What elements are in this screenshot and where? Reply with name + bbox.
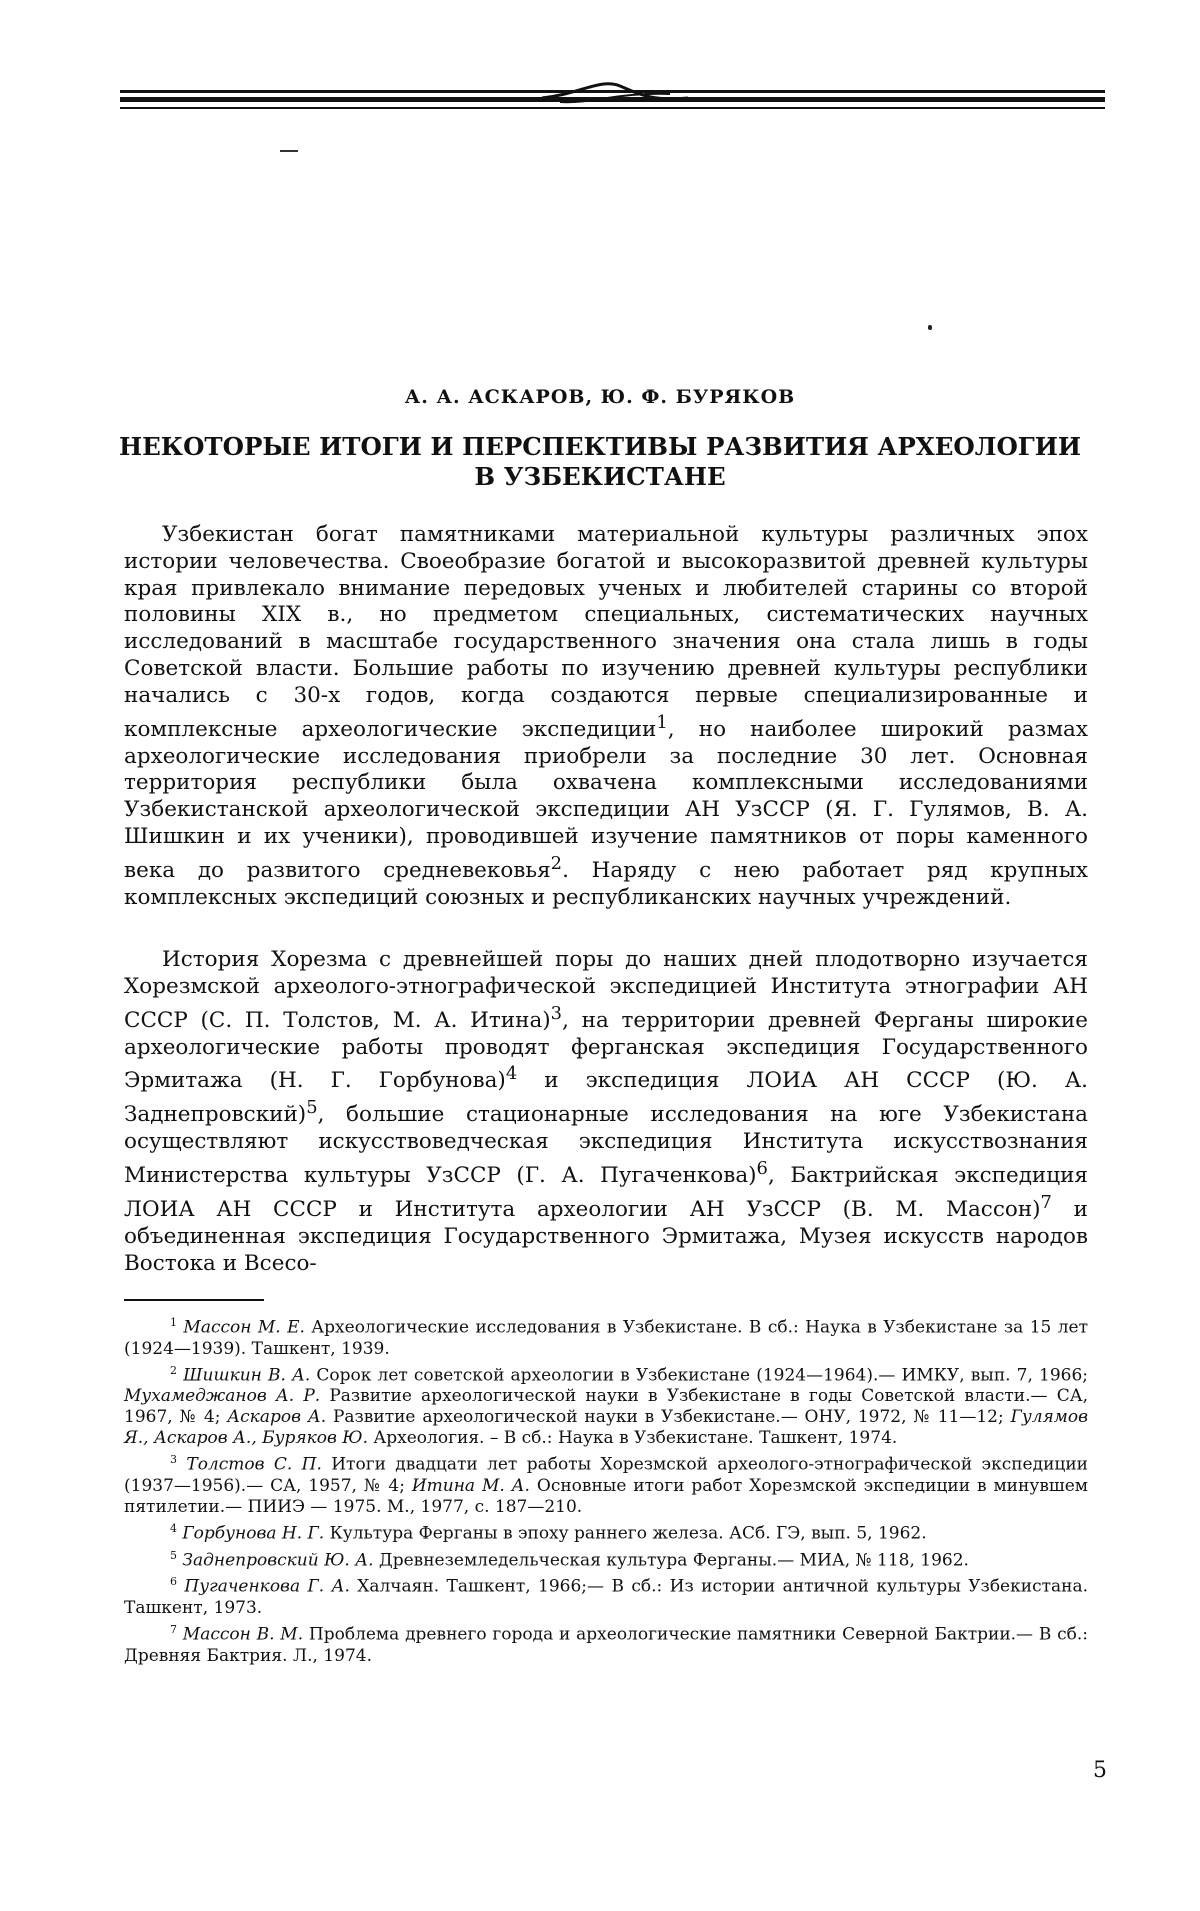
footnote-author: Пугаченкова Г. А. bbox=[184, 1576, 350, 1597]
paragraph-text: Узбекистан богат памятниками материальной культуры различных эпох истории человечества. Своеобразие богатой и высокоразвитой древней культуры края привлекало внимание передовых ученых и любителей старины со второй половины XIX в., но предметом специальных, систематических научных исследований в масштабе государственного значения она стала лишь в годы Советской власти. Большие работы по изучению древней культуры республики начались с 30-х годов, когда создаются первые специализированные и комплексные археологические экспедиции bbox=[124, 522, 1088, 742]
body-paragraph bbox=[124, 947, 1088, 1278]
body-paragraph bbox=[124, 522, 1088, 911]
footnotes bbox=[124, 1312, 1088, 1667]
footnote-number: 2 bbox=[170, 1363, 177, 1377]
footnote-number: 4 bbox=[170, 1521, 177, 1535]
footnote-author: Толстов С. П. bbox=[186, 1454, 322, 1475]
decorative-dot bbox=[928, 325, 932, 330]
footnote-author: Массон В. М. bbox=[182, 1624, 304, 1645]
footnote-text: Развитие археологической науки в Узбекистане в годы Советской власти.— СА, 1967, № 4; bbox=[124, 1386, 1088, 1428]
footnote-text: Сорок лет советской археологии в Узбекистане (1924—1964).— ИМКУ, вып. 7, 1966; bbox=[310, 1365, 1089, 1386]
paragraph-text: , большие стационарные исследования на юге Узбекистана осуществляют искусствоведческая экспедиция Института искусствознания Министерства культуры УзССР (Г. А. Пугаченкова) bbox=[124, 1102, 1088, 1189]
decorative-dash bbox=[280, 150, 298, 152]
footnote-text: Халчаян. Ташкент, 1966;— В сб.: Из истории античной культуры Узбекистана. Ташкент, 1973. bbox=[124, 1576, 1088, 1618]
footnote-text: Древнеземледельческая культура Ферганы.— МИА, № 118, 1962. bbox=[373, 1550, 969, 1571]
footnote-text: Археология. – В сб.: Наука в Узбекистане. Ташкент, 1974. bbox=[368, 1428, 898, 1449]
footnote bbox=[124, 1360, 1088, 1450]
footnote bbox=[124, 1619, 1088, 1667]
header-ornament-icon bbox=[540, 72, 690, 122]
paragraph-text: История Хорезма с древнейшей поры до наших дней плодотворно изучается Хорезмской археолого-этнографической экспедицией Института этнографии АН СССР (С. П. Толстов, М. А. Итина) bbox=[124, 947, 1088, 1033]
footnote-author: Мухамеджанов А. Р. bbox=[124, 1386, 321, 1407]
title-line: НЕКОТОРЫЕ ИТОГИ И ПЕРСПЕКТИВЫ РАЗВИТИЯ АРХЕОЛОГИИ bbox=[118, 432, 1081, 461]
footnote-ref[interactable]: 4 bbox=[505, 1063, 518, 1085]
footnote-text: Итоги двадцати лет работы Хорезмской археолого-этнографической экспедиции (1937—1956).— СА, 1957, № 4; bbox=[124, 1454, 1088, 1496]
paragraph-text: . Наряду с нею работает ряд крупных комплексных экспедиций союзных и республиканских научных учреждений. bbox=[124, 857, 1088, 910]
paragraph-text: , Бактрийская экспедиция ЛОИА АН СССР и Института археологии АН УзССР (В. М. Массон) bbox=[124, 1163, 1088, 1223]
footnote-author: Заднепровский Ю. А. bbox=[182, 1550, 374, 1571]
footnote-separator bbox=[124, 1299, 264, 1301]
footnote-text: Археологические исследования в Узбекистане. В сб.: Наука в Узбекистане за 15 лет (1924—1939). Ташкент, 1939. bbox=[124, 1317, 1089, 1359]
footnote-author: Горбунова Н. Г. bbox=[182, 1523, 325, 1544]
footnote bbox=[124, 1545, 1088, 1572]
footnote-number: 1 bbox=[170, 1316, 177, 1329]
footnote-ref[interactable]: 3 bbox=[550, 1002, 563, 1024]
footnote-text: Основные итоги работ Хорезмской экспедиции в минувшем пятилетии.— ПИИЭ — 1975. М., 1977, с. 187—210. bbox=[124, 1475, 1088, 1517]
footnote bbox=[124, 1449, 1088, 1518]
footnote-author: Гулямов Я., Аскаров А., Буряков Ю. bbox=[124, 1407, 1088, 1449]
footnote-number: 6 bbox=[170, 1575, 177, 1589]
footnote-text: Развитие археологической науки в Узбекистане.— ОНУ, 1972, № 11—12; bbox=[326, 1407, 1011, 1428]
title-line: В УЗБЕКИСТАНЕ bbox=[474, 462, 726, 491]
footnote-author: Аскаров А. bbox=[227, 1407, 327, 1428]
footnote-author: Итина М. А. bbox=[411, 1475, 530, 1496]
article-title bbox=[90, 432, 1110, 492]
article-authors: А. А. АСКАРОВ, Ю. Ф. БУРЯКОВ bbox=[404, 386, 796, 408]
footnote-author: Шишкин В. А. bbox=[183, 1365, 311, 1386]
footnote-author: Массон М. Е. bbox=[183, 1317, 305, 1338]
footnote bbox=[124, 1571, 1088, 1619]
footnote bbox=[124, 1518, 1088, 1545]
footnote-text: Культура Ферганы в эпоху раннего железа. АСб. ГЭ, вып. 5, 1962. bbox=[324, 1523, 927, 1544]
footnote-number: 3 bbox=[170, 1453, 177, 1467]
footnote-ref[interactable]: 2 bbox=[550, 852, 563, 874]
footnote-number: 7 bbox=[170, 1622, 177, 1636]
paragraph-text: , но наиболее широкий размах археологические исследования приобрели за последние 30 лет. Основная территория республики была охвачена комплексными исследованиями Узбекистанской археологической экспедиции АН УзССР (Я. Г. Гулямов, В. А. Шишкин и их ученики), проводившей изучение памятников от поры каменного века до развитого средневековья bbox=[124, 716, 1088, 883]
paragraph-text: , на территории древней Ферганы широкие археологические работы проводят ферганская экспедиция Государственного Эрмитажа (Н. Г. Горбунова) bbox=[124, 1007, 1088, 1094]
footnote-number: 5 bbox=[170, 1548, 177, 1562]
footnote-ref[interactable]: 5 bbox=[306, 1097, 318, 1119]
paragraph-text: и объединенная экспедиция Государственного Эрмитажа, Музея искусств народов Востока и Всесо- bbox=[124, 1197, 1088, 1276]
footnote-ref[interactable]: 1 bbox=[656, 711, 668, 733]
footnote-text: Проблема древнего города и археологические памятники Северной Бактрии.— В сб.: Древняя Бактрия. Л., 1974. bbox=[124, 1624, 1089, 1666]
footnote-ref[interactable]: 7 bbox=[1040, 1192, 1052, 1213]
footnote bbox=[124, 1312, 1088, 1360]
footnote-ref[interactable]: 6 bbox=[756, 1158, 768, 1180]
page-number: 5 bbox=[1093, 1758, 1107, 1783]
paragraph-text: и экспедиция ЛОИА АН СССР (Ю. А. Заднепровский) bbox=[124, 1068, 1088, 1128]
